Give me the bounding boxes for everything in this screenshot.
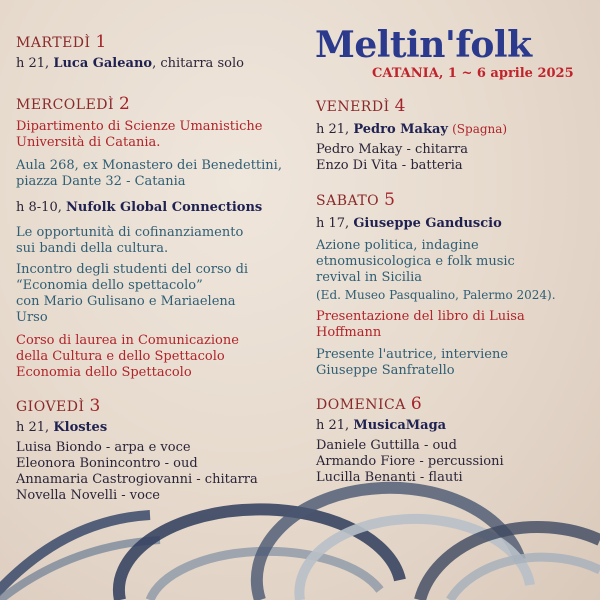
course-line-3: Economia dello Spettacolo xyxy=(16,365,192,380)
event-tuesday xyxy=(16,56,244,71)
day-saturday xyxy=(316,190,395,210)
event-time: h 21, xyxy=(316,122,350,137)
day-number: 5 xyxy=(384,190,396,210)
event-desc: , chitarra solo xyxy=(152,56,244,71)
day-label: GIOVEDÌ xyxy=(16,399,85,415)
opp-line-2: sui bandi della cultura. xyxy=(16,241,169,256)
day-thursday xyxy=(16,396,101,416)
member-line-3: Annamaria Castrogiovanni - chitarra xyxy=(16,472,258,487)
member-line-1: Daniele Guttilla - oud xyxy=(316,438,457,453)
artist-name: Pedro Makay xyxy=(353,122,448,137)
day-label: SABATO xyxy=(316,193,380,209)
member-line-4: Novella Novelli - voce xyxy=(16,488,160,503)
event-name: Nufolk Global Connections xyxy=(65,200,263,215)
meet-line-2: “Economia dello spettacolo” xyxy=(16,278,203,293)
member-line-1: Pedro Makay - chitarra xyxy=(316,142,469,157)
guest-line-1: Presente l'autrice, interviene xyxy=(316,347,509,362)
member-line-2: Armando Fiore - percussioni xyxy=(316,454,504,469)
day-label: MERCOLEDÌ xyxy=(16,97,115,113)
event-time: h 8-10, xyxy=(16,200,62,215)
day-number: 3 xyxy=(89,396,101,416)
venue-line-2: piazza Dante 32 - Catania xyxy=(16,174,186,189)
event-wednesday xyxy=(16,200,262,215)
meet-line-3: con Mario Gulisano e Mariaelena xyxy=(16,294,236,309)
dept-line-2: Università di Catania. xyxy=(16,135,161,150)
artist-name: Klostes xyxy=(53,420,108,435)
day-label: MARTEDÌ xyxy=(16,35,91,51)
day-label: DOMENICA xyxy=(316,397,406,413)
course-line-2: della Cultura e dello Spettacolo xyxy=(16,349,225,364)
member-line-1: Luisa Biondo - arpa e voce xyxy=(16,440,191,455)
festival-title: Meltin'folk xyxy=(315,24,532,66)
day-number: 1 xyxy=(95,32,107,52)
book-line-3: revival in Sicilia xyxy=(316,270,423,285)
event-sunday xyxy=(316,418,446,433)
event-saturday xyxy=(316,216,502,231)
venue-line-1: Aula 268, ex Monastero dei Benedettini, xyxy=(16,158,282,173)
artist-name: Luca Galeano xyxy=(53,56,153,71)
publisher-line: (Ed. Museo Pasqualino, Palermo 2024). xyxy=(316,288,556,302)
book-line-1: Azione politica, indagine xyxy=(316,238,479,253)
day-friday xyxy=(316,96,406,116)
day-number: 6 xyxy=(410,394,423,414)
day-number: 4 xyxy=(394,96,406,116)
event-friday xyxy=(316,122,507,137)
event-time: h 17, xyxy=(316,216,350,231)
guest-line-2: Giuseppe Sanfratello xyxy=(316,363,455,378)
member-line-2: Eleonora Bonincontro - oud xyxy=(16,456,198,471)
dept-line-1: Dipartimento di Scienze Umanistiche xyxy=(16,119,263,134)
opp-line-1: Le opportunità di cofinanziamento xyxy=(16,225,244,240)
presentation-line-2: Hoffmann xyxy=(316,325,382,340)
member-line-3: Lucilla Benanti - flauti xyxy=(316,470,463,485)
meet-line-4: Urso xyxy=(16,310,48,325)
event-time: h 21, xyxy=(16,56,50,71)
day-sunday xyxy=(316,394,422,414)
day-tuesday xyxy=(16,32,107,52)
day-wednesday xyxy=(16,94,130,114)
day-label: VENERDÌ xyxy=(316,99,390,115)
meet-line-1: Incontro degli studenti del corso di xyxy=(16,262,249,277)
day-number: 2 xyxy=(119,94,131,114)
artist-name: MusicaMaga xyxy=(353,418,447,433)
artist-name: Giuseppe Ganduscio xyxy=(353,216,502,231)
event-time: h 21, xyxy=(16,420,50,435)
festival-dates: CATANIA, 1 ~ 6 aprile 2025 xyxy=(372,66,574,81)
event-thursday xyxy=(16,420,107,435)
member-line-2: Enzo Di Vita - batteria xyxy=(316,158,463,173)
book-line-2: etnomusicologica e folk music xyxy=(316,254,515,269)
course-line-1: Corso di laurea in Comunicazione xyxy=(16,333,239,348)
artist-origin: (Spagna) xyxy=(452,122,508,136)
presentation-line-1: Presentazione del libro di Luisa xyxy=(316,309,525,324)
event-time: h 21, xyxy=(316,418,350,433)
